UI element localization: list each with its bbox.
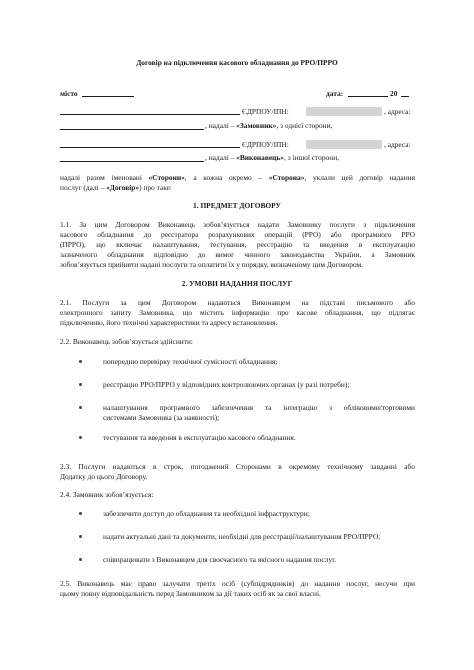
p2-1-line-3: підключенню, його технічні характеристики та адресу встановлення. xyxy=(60,318,278,327)
section-1-heading: 1. ПРЕДМЕТ ДОГОВОРУ xyxy=(193,201,281,210)
list-2-2-item-3-line-2: системами Замовника (за наявності); xyxy=(103,413,220,422)
party1-suffix: , надалі – «Замовник», з однієї сторони, xyxy=(205,121,333,130)
p2-1-line-2: електронного запиту Замовника, що містить інформацію про касове обладнання, що підлягає xyxy=(60,308,415,317)
party2-edrpou-label: ЄДРПОУ/ІПН: xyxy=(242,140,289,149)
date-label: дата: xyxy=(326,89,344,98)
bullet-icon xyxy=(79,436,82,439)
party2-address-label: , адреса: xyxy=(384,140,411,149)
year-prefix: 20 xyxy=(390,89,398,98)
document-title: Договір на підключення касового обладнання до РРО/ПРРО xyxy=(136,58,338,67)
p1-1-line-5: зобов’язується прийняти надані послуги та оплатити їх у порядку, визначеному цим Договором. xyxy=(60,260,364,269)
city-blank xyxy=(82,96,134,97)
p1-1-line-2: касового обладнання до реєстратора розрахункових операцій (РРО) або програмного РРО xyxy=(60,230,415,239)
p2-4-intro: 2.4. Замовник зобов’язується: xyxy=(60,490,154,499)
p2-5-line-1: 2.5. Виконавець має право залучати третіх осіб (субпідрядників) до надання послуг, несучи при xyxy=(60,579,415,588)
p2-3-line-2: Додатку до цього Договору. xyxy=(60,472,148,481)
year-blank xyxy=(401,96,409,97)
party2-suffix: , надалі – «Виконавець», з іншої сторони, xyxy=(205,153,340,162)
bullet-icon xyxy=(79,558,82,561)
party1-edrpou-label: ЄДРПОУ/ІПН: xyxy=(242,107,289,116)
p2-3-line-1: 2.3. Послуги надаються в строк, погоджений Сторонами в окремому технічному завданні або xyxy=(60,462,415,471)
list-2-2-item-2: реєстрацію РРО/ПРРО у відповідних контролюючих органах (у разі потреби); xyxy=(103,380,350,389)
city-label: місто xyxy=(60,89,78,98)
p1-1-line-4: зазначеного обладнання відповідно до вимог чинного законодавства України, а Замовник xyxy=(60,250,415,259)
bullet-icon xyxy=(79,535,82,538)
bullet-icon xyxy=(79,360,82,363)
date-blank xyxy=(348,96,388,97)
p2-1-line-1: 2.1. Послуги за цим Договором надаються Виконавцем на підставі письмового або xyxy=(60,298,415,307)
party2-edrpou-redacted xyxy=(306,140,382,149)
bullet-icon xyxy=(79,406,82,409)
p1-1-line-1: 1.1. За цим Договором Виконавець зобов’язується надати Замовнику послуги з підключення xyxy=(60,220,415,229)
p2-5-line-2: цьому повну відповідальність перед Замовником за дії таких осіб як за свої власні. xyxy=(60,589,321,598)
list-2-4-item-2: надати актуальні дані та документи, необхідні для реєстрації/налаштування РРО/ПРРО; xyxy=(103,532,381,541)
list-2-4-item-3: співпрацювати з Виконавцем для своєчасного та якісного надання послуг. xyxy=(103,555,337,564)
party2-name-blank xyxy=(60,147,240,148)
bullet-icon xyxy=(79,512,82,515)
party1-name-blank xyxy=(60,114,240,115)
p1-1-line-3: (ПРРО), що включає налаштування, тестування, реєстрацію та введення в експлуатацію xyxy=(60,240,415,249)
p2-2-intro: 2.2. Виконавець зобов’язується здійснити: xyxy=(60,337,193,346)
list-2-2-item-1: попередню перевірку технічної сумісності обладнання; xyxy=(103,357,278,366)
party1-address-label: , адреса: xyxy=(384,107,411,116)
section-2-heading: 2. УМОВИ НАДАННЯ ПОСЛУГ xyxy=(181,279,293,288)
party1-edrpou-redacted xyxy=(306,107,382,116)
list-2-2-item-4: тестування та введення в експлуатацію касового обладнання. xyxy=(103,433,296,442)
party1-address-blank xyxy=(60,129,204,130)
bullet-icon xyxy=(79,383,82,386)
preamble-line-1: надалі разом іменовані «Сторони», а кожна окремо – «Сторона», уклали цей договір надання xyxy=(60,173,415,182)
list-2-2-item-3-line-1: налаштування програмного забезпечення та інтеграцію з обліковими/торговими xyxy=(103,403,415,412)
preamble-line-2: послуг (далі – «Договір») про таке: xyxy=(60,183,172,192)
list-2-4-item-1: забезпечити доступ до обладнання та необхідної інфраструктури; xyxy=(103,509,310,518)
party2-address-blank xyxy=(60,161,204,162)
